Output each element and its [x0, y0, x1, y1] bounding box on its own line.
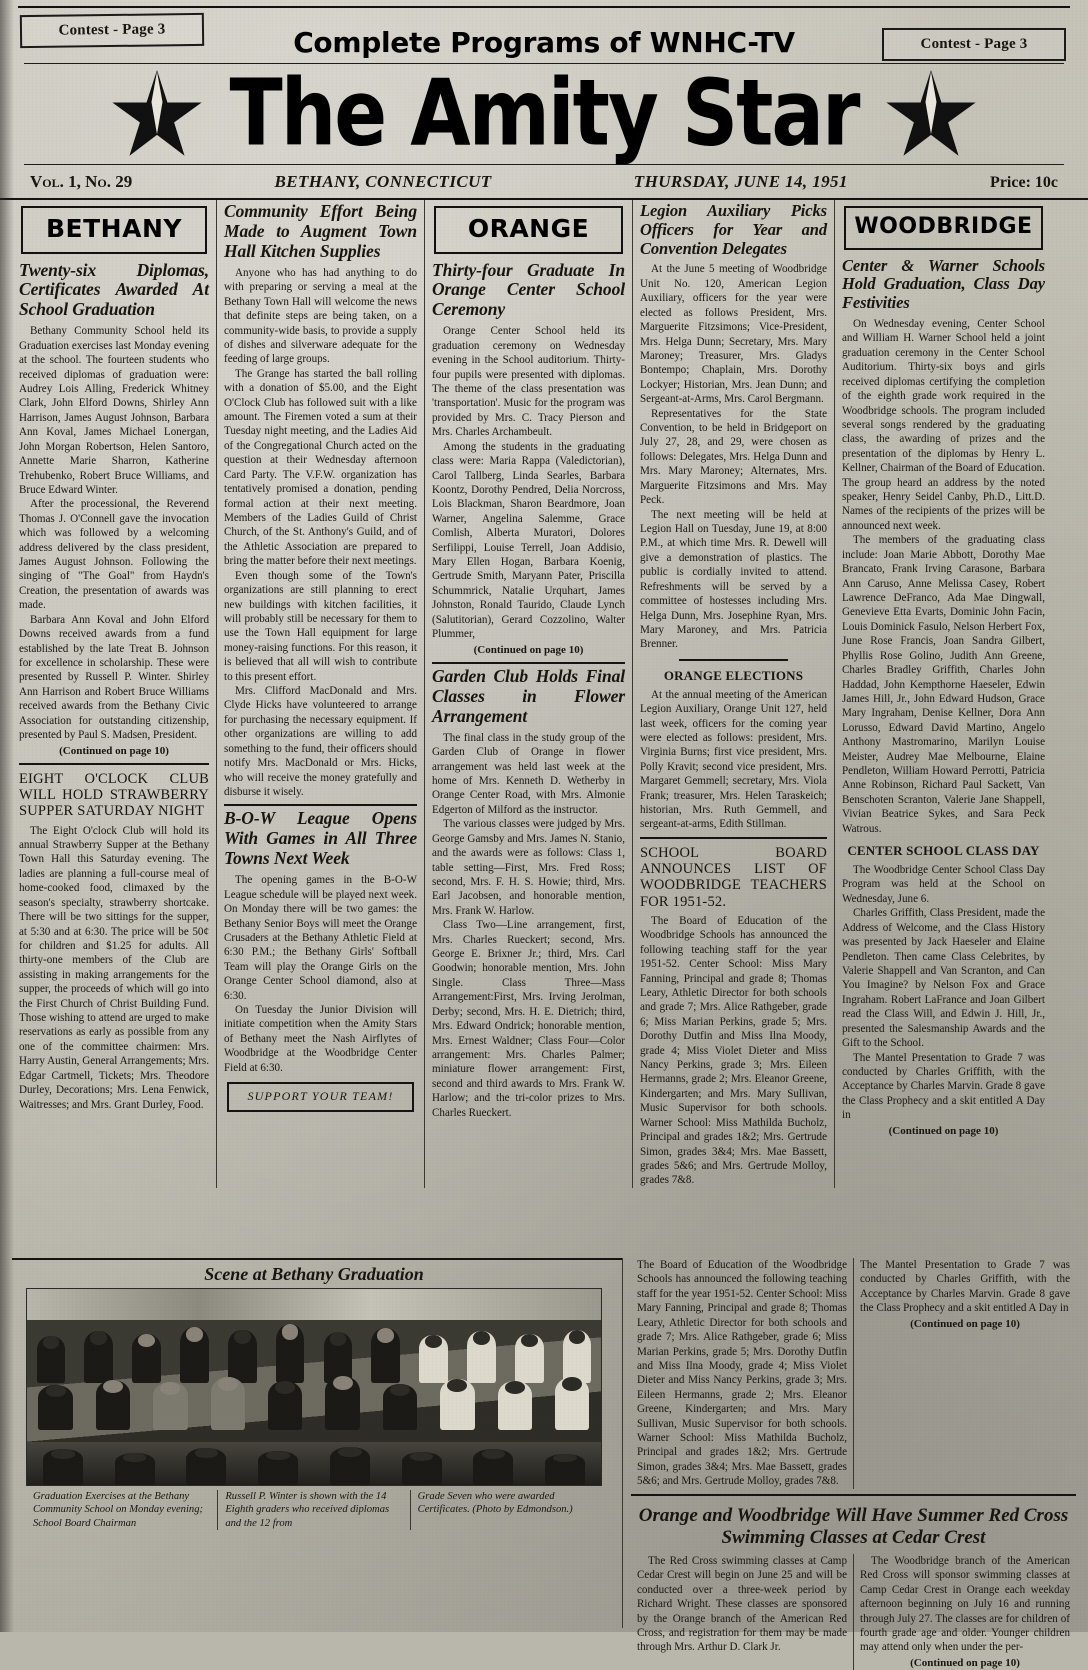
section-banner-bethany: BETHANY	[21, 206, 207, 254]
story-paragraph: The Eight O'clock Club will hold its annual Strawberry Supper at the Bethany Town Hall this Saturday evening. The ladies are planning a full-course meal of home-cooked food, climaxed by the season's specialty, strawberry shortcake. There will be two sittings for the supper, at 5:30 and at 6:30. The price will be 50¢ for children and $1.25 for adults. All thirty-one members of the Club are assisting in making arrangements for the supper, the proceeds of which will go into the First Church of Christ Building Fund. Those wishing to attend are urged to make reservations as early as possible from any one of the committee chairmen: Mrs. Harry Austin, General Arrangements; Mrs. Edgar Cartmell, Tickets; Mrs. Theodore Durley, Decorations; Mrs. Lena Fenwick, Waitresses; and Mrs. Grant Durley, Food.	[19, 824, 209, 1111]
story-paragraph-tail: The Mantel Presentation to Grade 7 was conducted by Charles Griffith, with the Acceptance by Charles Marvin. Grade 8 gave the Class Prophecy and a skit entitled A Day in	[860, 1259, 1070, 1315]
photo-row-middle	[27, 1367, 601, 1430]
story-paragraph: At the June 5 meeting of Woodbridge Unit No. 120, American Legion Auxiliary, officers for the year were elected as follows President, Mrs. Marguerite Fitzsimons; Vice-President, Mrs. Helga Dunn; Secretary, Mrs. Mary Maroney; Treasurer, Mrs. Gladys Bontempo; Chaplain, Mrs. Dorothy Lockyer; Historian, Mrs. Jean Dunn; and Sergeant-at-Arms, Mrs. Carol Bergmann.	[640, 263, 827, 406]
story-divider	[432, 662, 625, 664]
price-label: Price: 10c	[990, 174, 1058, 191]
headline-orange-graduation: Thirty-four Graduate In Orange Center School Ceremony	[432, 259, 625, 320]
bcol-class-day-tail	[853, 1258, 1076, 1489]
story-paragraph: Charles Griffith, Class President, made the Address of Welcome, and the Class History was presented by Jack Haeseler and Elaine Pendleton. Then came Class Celebrites, by Valerie Shappell and Van Scranton, and Can You Imagine? by Nelson Fox and Grace Ingraham. Robert LaFrance and Joan Gilbert read the Class Will, and Edwin J. Hill, Jr., presented the Salesmanship Awards and the Gift to the School.	[842, 907, 1045, 1050]
photo-caption-3: Grade Seven who were awarded Certificates. (Photo by Edmondson.)	[410, 1490, 602, 1530]
story-paragraph: The next meeting will be held at Legion Hall on Tuesday, June 19, at 8:00 P.M., at which time Mrs. R. Dewell will give a demonstration of plastics. The public is cordially invited to attend. Refreshments will be served by a committee of hostesses including Mrs. Helga Dunn, Mrs. Josephine Ryan, Mrs. Mary Maroney, and Mrs. Patricia Brenner.	[640, 508, 827, 651]
headline-red-cross-swimming: Orange and Woodbridge Will Have Summer Red Cross Swimming Classes at Cedar Crest	[638, 1504, 1069, 1548]
story-divider	[631, 1494, 1076, 1496]
column-bethany	[12, 200, 217, 1188]
headline-bow-league: B-O-W League Opens With Games in All Three Towns Next Week	[224, 808, 417, 869]
story-paragraph-tail: The Board of Education of the Woodbridge Schools has announced the following teaching staff for the year 1951-52. Center School: Miss Mary Fanning, Principal and grade 8; Thomas Leary, Athletic Director for both schools and grade 7; Mrs. Alice Rathgeber, grade 6; Miss Marian Perkins, grade 5; Mrs. Dorothy Dutfin and Miss Ilna Moody, grade 4; Miss Violet Dieter and Miss Nancy Perkins, grade 3; Mrs. Eileen Hermanns, grade 2; Mrs. Eleanor Greene, Kindergarten; and Mrs. Mary Sullivan, Music Supervisor for both schools. Warner School: Miss Mathilda Bucholz, Principal and grades 1&2; Mrs. Gertrude Simon, grades 3&4; Mrs. Mae Bassett, grades 5&6; and Mrs. Gertrude Molloy, grades 7&8.	[637, 1259, 847, 1488]
column-grid	[0, 198, 1088, 1188]
bottom-right-section	[622, 1258, 1076, 1669]
headline-school-board: SCHOOL BOARD ANNOUNCES LIST OF WOODBRIDGE TEACHERS FOR 1951-52.	[640, 844, 827, 910]
column-legion-auxiliary	[633, 200, 835, 1188]
issue-date: THURSDAY, JUNE 14, 1951	[633, 172, 848, 191]
star-icon-right	[885, 68, 977, 160]
story-paragraph: The Board of Education of the Woodbridge Schools has announced the following teaching staff for the year 1951-52. Center School: Miss Mary Fanning, Principal and grade 8; Thomas Leary, Athletic Director for both schools and grade 7; Mrs. Alice Rathgeber, grade 6; Miss Marian Perkins, grade 5; Mrs. Dorothy Dutfin and Miss Ilna Moody, grade 4; Miss Violet Dieter and Miss Nancy Perkins, grade 3; Mrs. Eileen Hermanns, grade 2; Mrs. Eleanor Greene, Kindergarten; and Mrs. Mary Sullivan, Music Supervisor for both schools. Warner School: Miss Mathilda Bucholz, Principal and grades 1&2; Mrs. Gertrude Simon, grades 3&4; Mrs. Mae Bassett, grades 5&6; and Mrs. Gertrude Molloy, grades 7&8.	[640, 914, 827, 1187]
continued-note[interactable]: (Continued on page 10)	[888, 1124, 999, 1137]
story-paragraph: Barbara Ann Koval and John Elford Downs received awards from a fund established by the late Treat B. Johnson for excellence in scholarship. These were presented by Russell P. Winter. Shirley Ann Harrison and Robert Bruce Williams received awards from the Bethany Civic Association for outstanding citizenship, presented by Paul S. Madsen, President.	[19, 613, 209, 742]
story-paragraph: The final class in the study group of the Garden Club of Orange in flower arrangement was held last week at the home of Mrs. Kenneth D. Wetherby in Orange Center Road, with Mrs. Almonie Edgerton of Milford as the instructor.	[432, 731, 625, 816]
headline-legion-auxiliary: Legion Auxiliary Picks Officers for Year and Convention Delegates	[640, 201, 827, 258]
headline-class-day: CENTER SCHOOL CLASS DAY	[847, 843, 1040, 859]
graduation-photograph	[26, 1288, 602, 1486]
continued-note[interactable]: (Continued on page 10)	[59, 744, 169, 757]
swimming-story-columns	[631, 1554, 1076, 1670]
bcol-teachers	[631, 1258, 853, 1489]
star-icon-left	[111, 68, 203, 160]
story-paragraph: The Red Cross swimming classes at Camp Cedar Crest will begin on June 25 and will be conducted over a three-week period by Richard Wright. These classes are sponsored by the Orange branch of the American Red Cross, and registration for them may be made through Mrs. Arthur D. Clark Jr.	[637, 1554, 847, 1654]
page-title: The Amity Star	[229, 60, 859, 167]
bcol-swim-woodbridge	[853, 1554, 1076, 1670]
story-paragraph: Representatives for the State Convention, to be held in Bridgeport on July 27, 28, and 29, were chosen as follows: Delegates, Mrs. Helga Dunn and Mrs. Mary Maroney; Alternates, Mrs. Marguerite Fitzsimons and Mrs. May Peck.	[640, 407, 827, 507]
bcol-swim-orange	[631, 1554, 853, 1670]
story-paragraph: After the processional, the Reverend Thomas J. O'Connell gave the invocation which was followed by a welcoming address delivered by the class president, James August Johnson. Following the singing of "The Goal" from Haydn's Creation, the presentation of awards was made.	[19, 498, 209, 612]
story-paragraph: At the annual meeting of the American Legion Auxiliary, Orange Unit 127, held last week, officers for the coming year were elected as follows: president, Mrs. Virginia Burns; first vice president, Mrs. Polly Kravit; second vice president, Mrs. Margaret Gemmell; secretary, Mrs. Viola Frank; treasurer, Mrs. Helen Taraskeich; historian, Mrs. Ruth Gemmell, and sergeant-at-arms, Edith Stillman.	[640, 688, 827, 831]
continued-note[interactable]: (Continued on page 10)	[910, 1317, 1020, 1330]
headline-center-warner: Center & Warner Schools Hold Graduation, Class Day Festivities	[842, 255, 1045, 313]
volume-number: Vol. 1, No. 29	[30, 172, 133, 191]
story-paragraph: The Woodbridge branch of the American Red Cross will sponsor swimming classes at Camp Cedar Crest in Orange each weekday afternoon beginning on July 16 and running through July 27. The classes are for children of fourth grade age and older. Younger children may attend only when under the per-	[860, 1554, 1070, 1654]
dateline	[14, 169, 1074, 195]
column-orange	[425, 200, 633, 1188]
photo-title: Scene at Bethany Graduation	[204, 1264, 424, 1284]
teacher-list-continuation	[631, 1258, 1076, 1489]
headline-orange-elections: ORANGE ELECTIONS	[663, 667, 804, 683]
story-paragraph: The Grange has started the ball rolling with a donation of $5.00, and the Eight O'Clock Club has followed suit with a like amount. The Firemen voted a sum at their Tuesday night meeting, and the Ladies Aid of the Congregational Church acted on the question at their Wednesday afternoon Card Party. The V.F.W. organization has tentatively promised a donation, pending formal action at their next meeting. Members of the Ladies Guild of Christ Church, of the St. Anthony's Guild, and of the Athletic Association are prepared to bring the matter before their next meetings.	[224, 367, 417, 568]
section-banner-orange: ORANGE	[434, 206, 623, 254]
story-divider	[19, 763, 209, 765]
continued-note[interactable]: (Continued on page 10)	[910, 1656, 1020, 1669]
masthead	[0, 0, 1088, 195]
contest-badge-right: Contest - Page 3	[882, 28, 1066, 61]
photo-row-front	[27, 1434, 601, 1485]
story-paragraph: The Mantel Presentation to Grade 7 was conducted by Charles Griffith, with the Acceptance by Charles Marvin. Grade 8 gave the Class Prophecy and a skit entitled A Day in	[842, 1051, 1045, 1122]
story-paragraph: Class Two—Line arrangement, first, Mrs. Charles Rueckert; second, Mrs. George E. Brixner Jr.; third, Mrs. Carl Goodwin; honorable mention, Mrs. John Single. Class Three—Mass Arrangement:First, Mrs. Irving Jerolman, Derby; second, Mrs. H. E. Dietrich; third, Mrs. Edward Ondrick; honorable mention, Mrs. Ernest Waldner; Class Four—Color arrangement: Mrs. Charles Palmer; miniature flower arrangement: First, second and third awards to Mrs. Frank W. Harlow; and the tri-color prizes to Mrs. Charles Rueckert.	[432, 919, 625, 1119]
bottom-section	[12, 1258, 1076, 1669]
column-woodbridge	[835, 200, 1052, 1188]
city-line: BETHANY, CONNECTICUT	[274, 172, 492, 191]
headline-garden-club: Garden Club Holds Final Classes in Flower Arrangement	[432, 665, 625, 726]
photo-caption-2: Russell P. Winter is shown with the 14 Eighth graders who received diplomas and the 12 from	[217, 1490, 409, 1530]
tv-promo-line: Complete Programs of WNHC-TV	[293, 26, 795, 59]
story-paragraph: The opening games in the B-O-W League schedule will be played next week. On Monday there will be two games: the Bethany Senior Boys will meet the Orange Crusaders at the Bethany Athletic Field at 6:30 P.M.; the Bethany Girls' Softball Team will play the Orange Girls on the Orange Center School diamond, also at 6:30.	[224, 874, 417, 1002]
continued-note[interactable]: (Continued on page 10)	[473, 643, 584, 656]
title-row	[14, 60, 1074, 167]
story-paragraph: On Wednesday evening, Center School and William H. Warner School held a joint graduation ceremony in the Center School Auditorium. Thirty-six boys and girls received diplomas certifying the completion of the eighth grade work required in the Woodbridge schools. The program included several songs rendered by the graduating class, the awarding of prizes and the presentation of the diplomas by Henry L. Kellner, Chairman of the Board of Education. The group heard an address by the noted speaker, Henry Seidel Canby, Ph.D., Litt.D. Names of the recipients of the prizes will be announced next week.	[842, 317, 1045, 532]
story-divider	[640, 837, 827, 839]
photo-caption-row	[26, 1490, 602, 1530]
headline-strawberry-supper: EIGHT O'CLOCK CLUB WILL HOLD STRAWBERRY SUPPER SATURDAY NIGHT	[19, 770, 209, 820]
headline-diplomas: Twenty-six Diplomas, Certificates Awarded At School Graduation	[19, 259, 209, 320]
story-paragraph: On Tuesday the Junior Division will initiate competition when the Amity Stars of Bethany meet the Nash Airflytes of Woodbridge at the Woodbridge Center Field at 6:30.	[224, 1004, 417, 1074]
story-paragraph: Orange Center School held its graduation ceremony on Wednesday evening in the School auditorium. Thirty-four pupils were presented with diplomas. The theme of the class presentation was 'transportation'. Music for the program was provided by Mrs. C. Tracy Pierson and Mrs. Charles Archambeult.	[432, 325, 625, 439]
story-paragraph: Anyone who has had anything to do with preparing or serving a meal at the Bethany Town Hall will welcome the news that definite steps are being taken, on a community-wide basis, to provide a supply of dishes and silverware adequate for the feeding of large groups.	[224, 266, 417, 366]
story-divider	[224, 804, 417, 806]
story-paragraph: The various classes were judged by Mrs. George Gamsby and Mrs. James N. Stanio, and the awards were as follows: Class 1, table setting—First, Mrs. Fred Ross; second, Mrs. F. H. S. Howie; third, Mrs. Earl Jacobsen, and honorable mention, Mrs. Frank W. Harlow.	[432, 818, 625, 917]
column-community-effort	[217, 200, 425, 1188]
story-paragraph: The members of the graduating class include: Joan Marie Abbott, Dorothy Mae Brancato, Frank Irving Carasone, Barbara Ann Caruso, Anne Melissa Casey, Robert Lawrence DeFranco, Ada Mae Dingwall, Genevieve Etta Evarts, Dominic John Facin, Louis Dominick Fasulo, Nelson Herbert Fox, June Rose Francis, Joan Sandra Gilbert, Phyllis Rose Golino, Judith Ann Greene, Charles Bradley Griffith, Charles John Haddad, John Kempthorne Haeseler, Edwin James Hill, Jr., John Edward Hudson, Grace Mary Ingraham, Denise Kellner, Dora Ann Lorusso, Edward David Martino, Angelo Anthony Mastromarino, Marilyn Louise Meister, Audrey Mae Melbourne, Elaine Pendleton, William Howard Perrotti, Patricia Anne Robinson, Richard Paul Sackett, Van Benschoten Scranton, Valerie Jane Shappell, Vivian Beatrice Sykes, and Sara Peck Watrous.	[842, 534, 1045, 835]
story-paragraph: The Woodbridge Center School Class Day Program was held at the School on Wednesday, June 6.	[842, 864, 1045, 905]
photo-block	[12, 1258, 622, 1628]
story-paragraph: Mrs. Clifford MacDonald and Mrs. Clyde Hicks have volunteered to arrange for purchasing the necessary equipment. If other organizations are willing to add something to the fund, their officers should notify Mrs. MacDonald or Mrs. Hicks, who will receive the money gratefully and disburse it wisely.	[224, 685, 417, 798]
story-paragraph: Even though some of the Town's organizations are still planning to erect new buildings with kitchen facilities, it will probably still be necessary for them to use the Town Hall equipment for large money-raising functions. For this reason, it is believed that all will wish to contribute to this present effort.	[224, 569, 417, 683]
story-paragraph: Among the students in the graduating class were: Maria Rappa (Valedictorian), Carol Tallberg, Linda Searles, Barbara Koontz, Dorothy Pendred, Delia Norcross, Lois Blackman, Sharon Beardmore, Joan Warner, Angelina Salemme, Grace Comlish, Alberta Muratori, Dolores Serfilippi, Louise Terrell, Joan Addisio, Mary Ellen Hogan, Barbara Koenig, Gertrude Smith, Maryann Pater, Priscilla Schummrick, Natalie Urquhart, James Johnston, Ronald Taurido, Claude Lynch (Salutitorian), Gerard Cozzolino, Walter Plummer,	[432, 440, 625, 641]
contest-badge-left: Contest - Page 3	[20, 13, 204, 48]
section-banner-woodbridge: WOODBRIDGE	[844, 206, 1043, 250]
story-divider-short	[679, 659, 787, 661]
masthead-top-rule	[18, 6, 1070, 8]
support-your-team-box: SUPPORT YOUR TEAM!	[227, 1082, 414, 1112]
story-paragraph: Bethany Community School held its Graduation exercises last Monday evening at the school. The fourteen students who received diplomas of graduation were: Audrey Lois Alling, Frederick Whitney Clark, John Elford Downs, Shirley Ann Harrison, James August Johnson, Barbara Ann Koval, James Michael Lonergan, John Morgan Robertson, Helen Santoro, Annette Marie Sharron, Katherine Trehubenko, Robert Bruce Williams, and Bruce Edward Winter.	[19, 325, 209, 496]
photo-caption-1: Graduation Exercises at the Bethany Community School on Monday evening; School Board Chairman	[33, 1491, 204, 1529]
headline-kitchen-supplies: Community Effort Being Made to Augment Town Hall Kitchen Supplies	[224, 201, 417, 261]
